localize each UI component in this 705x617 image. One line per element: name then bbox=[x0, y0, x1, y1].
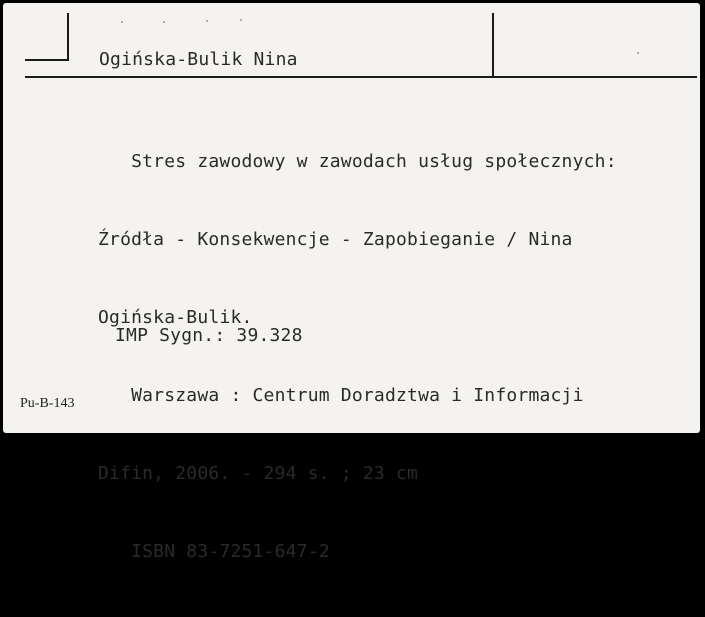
catalog-card bbox=[3, 3, 700, 562]
description-line: Ogińska-Bulik. bbox=[98, 307, 253, 328]
paper-speck bbox=[637, 52, 639, 54]
description-line: Difin, 2006. - 294 s. ; 23 cm bbox=[98, 463, 419, 484]
paper-speck bbox=[163, 21, 165, 23]
corner-mark-horizontal bbox=[25, 59, 69, 61]
author-heading: Ogińska-Bulik Nina bbox=[99, 49, 298, 70]
card-code: Pu-B-143 bbox=[20, 396, 75, 411]
description-line: Źródła - Konsekwencje - Zapobieganie / Nina bbox=[98, 229, 573, 250]
header-divider bbox=[492, 13, 494, 78]
paper-speck bbox=[206, 20, 208, 22]
description-line: ISBN 83-7251-647-2 bbox=[98, 541, 330, 562]
bibliographic-description bbox=[98, 97, 617, 617]
call-number: IMP Sygn.: 39.328 bbox=[115, 325, 303, 346]
header-rule bbox=[25, 76, 697, 78]
paper-speck bbox=[240, 19, 242, 21]
description-line: Warszawa : Centrum Doradztwa i Informacji bbox=[98, 385, 584, 406]
corner-mark-vertical bbox=[67, 13, 69, 61]
description-line: Stres zawodowy w zawodach usług społecznych: bbox=[98, 151, 617, 172]
paper-speck bbox=[121, 21, 123, 23]
